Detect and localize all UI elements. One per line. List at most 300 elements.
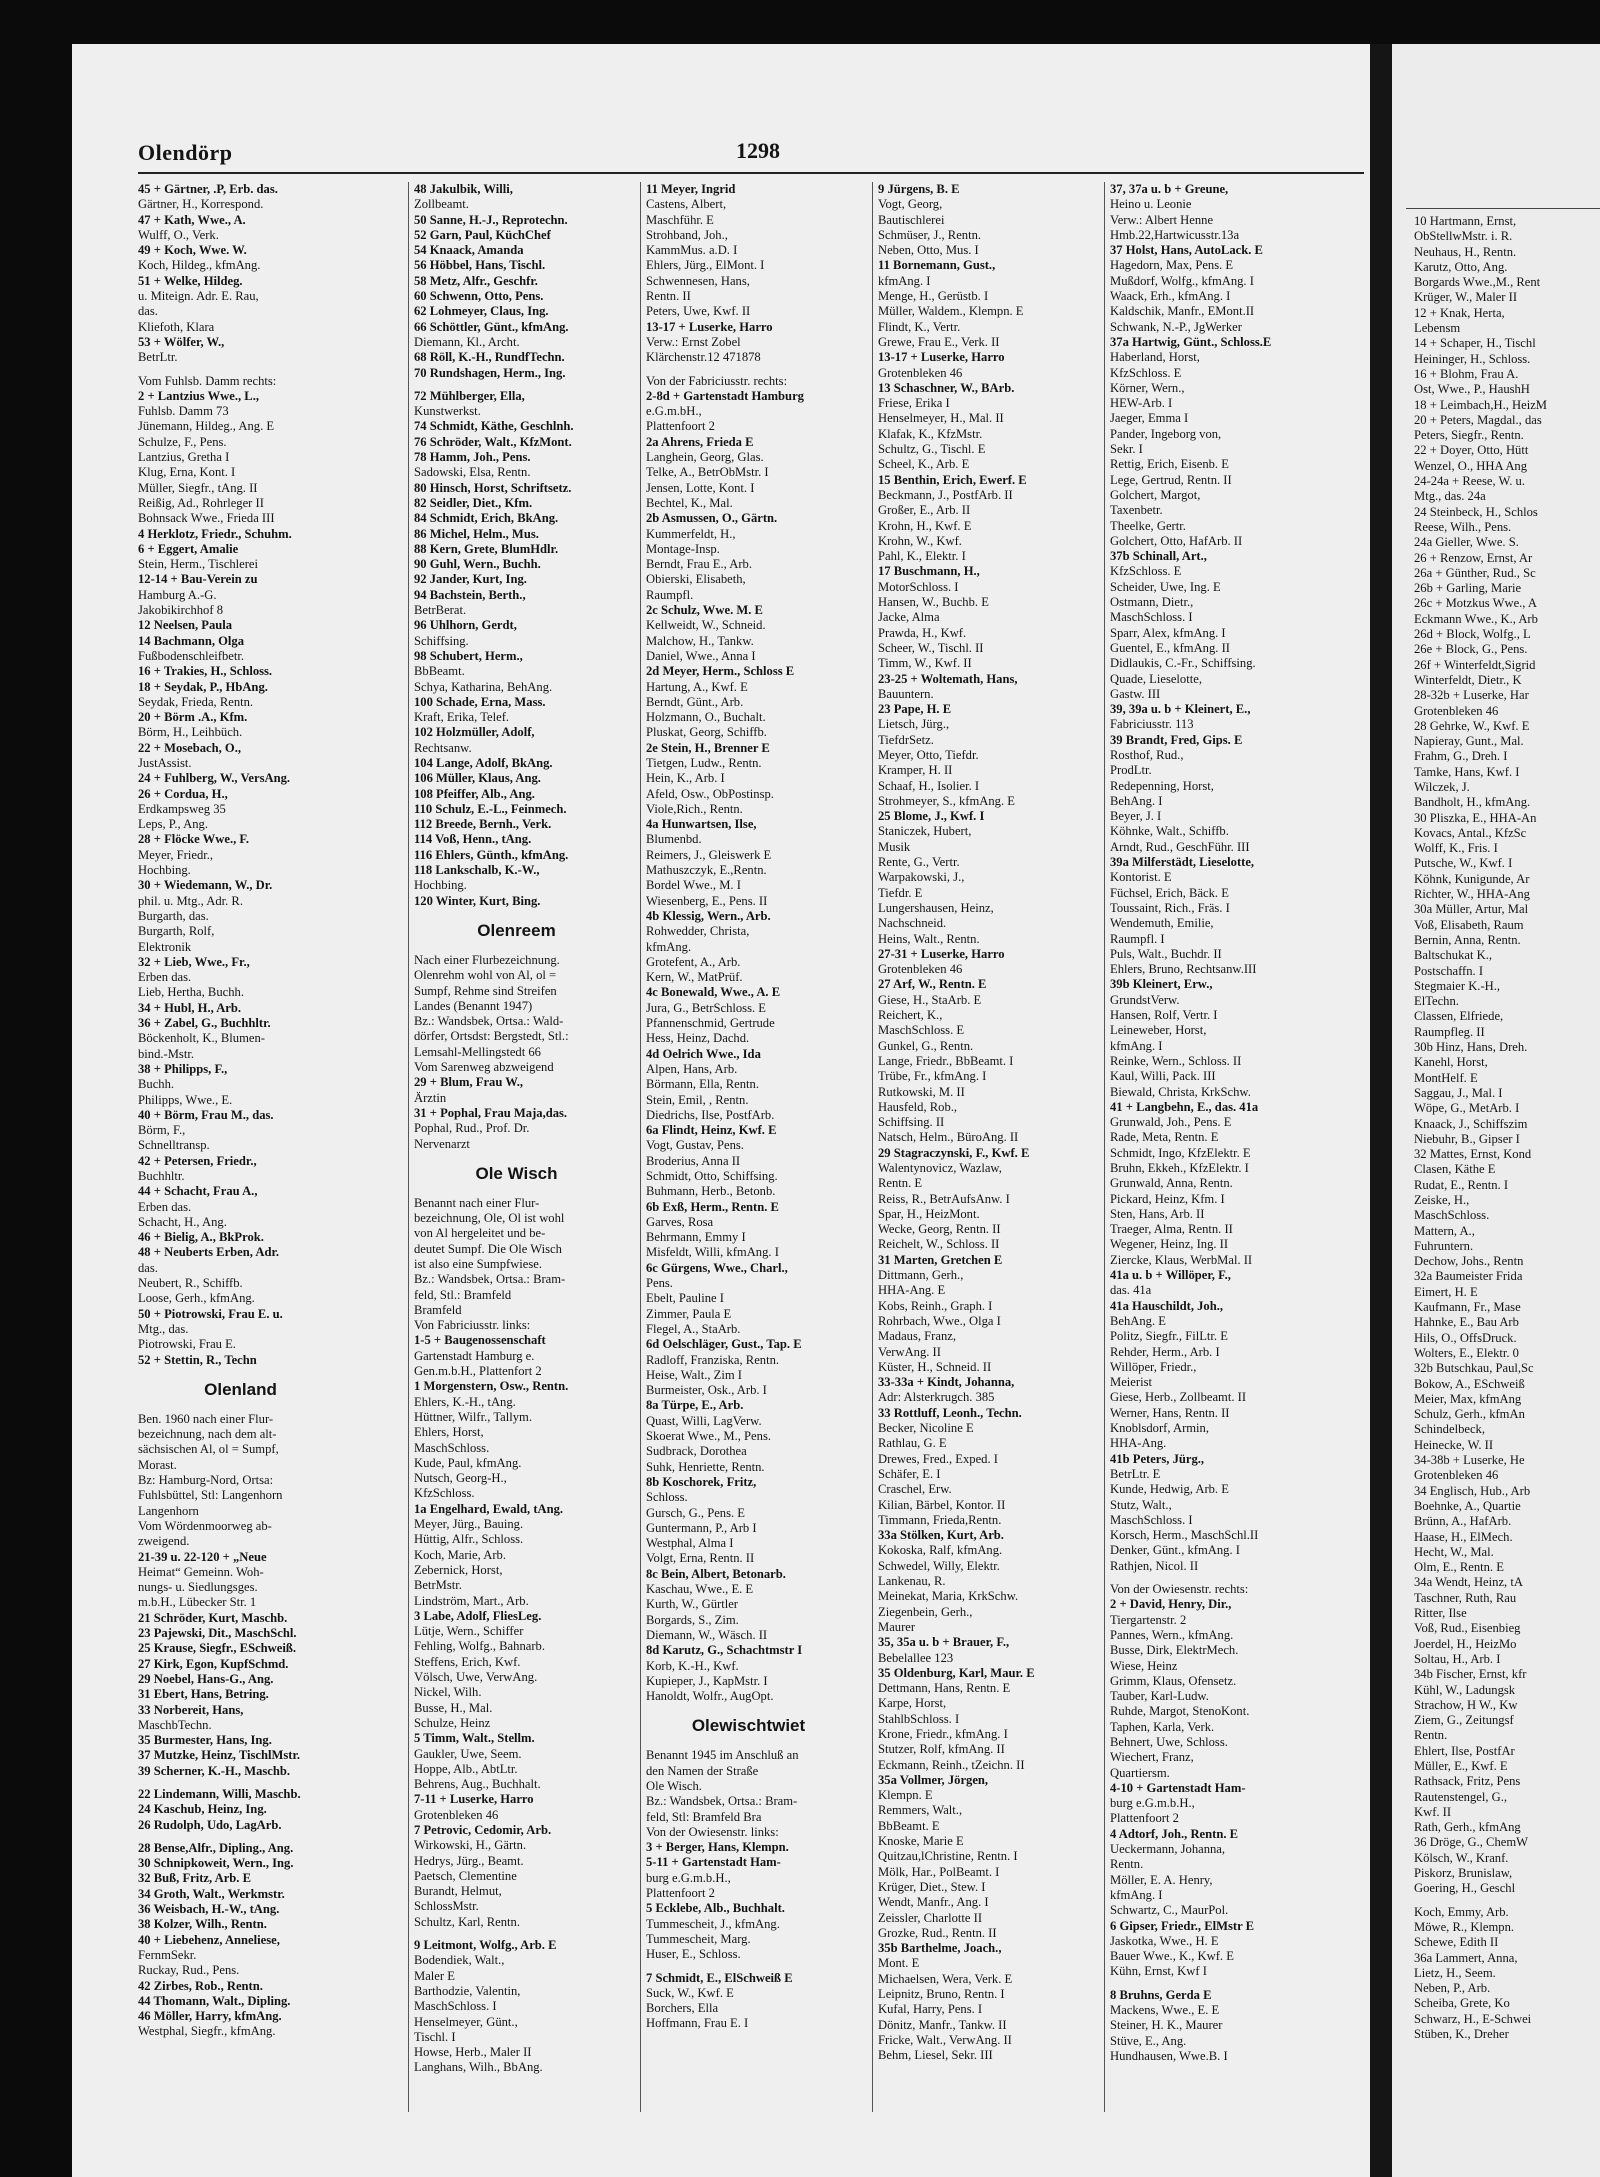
directory-entry: 52 + Stettin, R., Techn — [138, 1352, 257, 1367]
directory-entry: Kaufmann, Fr., Mase — [1414, 1300, 1521, 1315]
directory-entry: Reimers, J., Gleiswerk E — [646, 847, 772, 862]
directory-entry: Baltschukat K., — [1414, 948, 1492, 963]
directory-entry: Viole,Rich., Rentn. — [646, 801, 743, 816]
directory-entry: Hmb.22,Hartwicusstr.13a — [1110, 227, 1240, 242]
directory-entry: Köhnk, Kunigunde, Ar — [1414, 871, 1530, 886]
blank-line — [138, 1833, 343, 1841]
directory-entry: 33 Norbereit, Hans, — [138, 1702, 244, 1717]
directory-entry: 27 Kirk, Egon, KupfSchmd. — [138, 1656, 289, 1671]
directory-entry: Alpen, Hans, Arb. — [646, 1061, 738, 1076]
directory-entry: Holzmann, O., Buchalt. — [646, 710, 766, 725]
directory-entry: Hoppe, Alb., AbtLtr. — [414, 1761, 518, 1776]
directory-entry: Howse, Herb., Maler II — [414, 2045, 532, 2060]
directory-entry: Flindt, K., Vertr. — [878, 319, 961, 334]
directory-entry: Quast, Willi, LagVerw. — [646, 1413, 762, 1428]
directory-entry: Taxenbetr. — [1110, 503, 1163, 518]
directory-entry: 44 Thomann, Walt., Dipling. — [138, 1993, 291, 2008]
directory-entry: Von der Owiesenstr. links: — [646, 1824, 779, 1839]
directory-entry: Richter, W., HHA-Ang — [1414, 887, 1530, 902]
directory-entry: 31 Ebert, Hans, Betring. — [138, 1687, 269, 1702]
directory-column-4 — [878, 182, 1083, 2064]
directory-entry: Suhk, Henriette, Rentn. — [646, 1459, 765, 1474]
directory-entry: Ole Wisch. — [646, 1778, 702, 1793]
directory-entry: Müller, E., Kwf. E — [1414, 1758, 1508, 1773]
directory-entry: Morast. — [138, 1457, 177, 1472]
directory-entry: Berndt, Günt., Arb. — [646, 694, 744, 709]
directory-entry: Vogt, Georg, — [878, 197, 943, 212]
directory-entry: Grewe, Frau E., Verk. II — [878, 334, 1000, 349]
directory-entry: 40 + Börm, Frau M., das. — [138, 1107, 274, 1122]
directory-entry: Zeissler, Charlotte II — [878, 1910, 983, 1925]
directory-entry: KfzSchloss. E — [1110, 564, 1182, 579]
directory-entry: Gartenstadt Hamburg e. — [414, 1348, 535, 1363]
directory-entry: 12-14 + Bau-Verein zu — [138, 572, 258, 587]
directory-entry: Scheel, K., Arb. E — [878, 457, 970, 472]
directory-entry: Ziercke, Klaus, WerbMal. II — [1110, 1252, 1253, 1267]
directory-entry: Maurer — [878, 1619, 916, 1634]
blank-line — [138, 1779, 343, 1787]
directory-entry: Maschführ. E — [646, 212, 714, 227]
blank-line — [138, 1404, 343, 1412]
directory-entry: Knoske, Marie E — [878, 1834, 964, 1849]
directory-entry: Korb, K.-H., Kwf. — [646, 1658, 739, 1673]
directory-entry: 70 Rundshagen, Herm., Ing. — [414, 365, 566, 380]
directory-entry: MaschSchloss. I — [414, 1999, 497, 2014]
directory-entry: Wöpe, G., MetArb. I — [1414, 1101, 1520, 1116]
directory-entry: Westphal, Siegfr., kfmAng. — [138, 2024, 276, 2039]
directory-entry: 100 Schade, Erna, Mass. — [414, 694, 546, 709]
directory-entry: Meyer, Otto, Tiefdr. — [878, 747, 979, 762]
directory-entry: Buchh. — [138, 1077, 175, 1092]
directory-entry: 1 Morgenstern, Osw., Rentn. — [414, 1379, 569, 1394]
directory-entry: 16 + Trakies, H., Schloss. — [138, 664, 273, 679]
directory-entry: 76 Schröder, Walt., KfzMont. — [414, 434, 572, 449]
directory-entry: Gärtner, H., Korrespond. — [138, 197, 264, 212]
directory-entry: ist also eine Sumpfwiese. — [414, 1257, 543, 1271]
directory-entry: Friese, Erika I — [878, 396, 950, 411]
directory-entry: Sten, Hans, Arb. II — [1110, 1206, 1205, 1221]
directory-entry: 27-31 + Luserke, Harro — [878, 946, 1005, 961]
blank-line — [646, 1963, 851, 1971]
directory-entry: Lemsahl-Mellingstedt 66 — [414, 1044, 541, 1059]
directory-entry: Koch, Hildeg., kfmAng. — [138, 258, 261, 273]
directory-entry: 26f + Winterfeldt,Sigrid — [1414, 657, 1536, 672]
directory-entry: Böckenholt, K., Blumen- — [138, 1031, 265, 1046]
directory-entry: Westphal, Alma I — [646, 1536, 734, 1551]
directory-entry: Korsch, Herm., MaschSchl.II — [1110, 1528, 1259, 1543]
directory-entry: 4c Bonewald, Wwe., A. E — [646, 985, 781, 1000]
blank-line — [414, 1152, 619, 1160]
directory-entry: Kühl, W., Ladungsk — [1414, 1682, 1516, 1697]
directory-entry: Wiechert, Franz, — [1110, 1750, 1194, 1765]
directory-entry: Langhein, Georg, Glas. — [646, 450, 764, 465]
directory-entry: Stüben, K., Dreher — [1414, 2027, 1509, 2042]
directory-entry: MaschSchloss. — [1414, 1208, 1490, 1223]
directory-entry: u. Miteign. Adr. E. Rau, — [138, 289, 259, 304]
directory-entry: m.b.H., Lübecker Str. 1 — [138, 1595, 257, 1610]
directory-entry: Karpe, Horst, — [878, 1696, 947, 1711]
directory-entry: 1-5 + Baugenossenschaft — [414, 1333, 546, 1348]
directory-entry: 39a Milferstädt, Lieselotte, — [1110, 855, 1255, 870]
directory-entry: Ehlers, Horst, — [414, 1425, 484, 1440]
directory-entry: Craschel, Erw. — [878, 1482, 952, 1497]
directory-entry: Krone, Friedr., kfmAng. I — [878, 1726, 1008, 1741]
directory-entry: 24a Gieller, Wwe. S. — [1414, 535, 1519, 550]
directory-entry: Bokow, A., ESchweiß — [1414, 1376, 1525, 1391]
directory-entry: 34b Fischer, Ernst, kfr — [1414, 1667, 1527, 1682]
directory-entry: 16 + Blohm, Frau A. — [1414, 366, 1519, 381]
directory-entry: Michaelsen, Wera, Verk. E — [878, 1971, 1013, 1986]
directory-entry: Schmidt, Otto, Schiffsing. — [646, 1169, 778, 1183]
directory-entry: Rohwedder, Christa, — [646, 924, 750, 939]
directory-entry: Grunwald, Anna, Rentn. — [1110, 1176, 1233, 1191]
directory-entry: Giese, H., StaArb. E — [878, 992, 982, 1007]
directory-entry: Mußdorf, Wolfg., kfmAng. I — [1110, 273, 1254, 288]
directory-entry: Hahnke, E., Bau Arb — [1414, 1315, 1519, 1330]
directory-entry: Hochbing. — [414, 878, 467, 893]
directory-entry: Gursch, G., Pens. E — [646, 1505, 745, 1520]
directory-entry: Scheider, Uwe, Ing. E — [1110, 579, 1221, 594]
directory-entry: Koch, Emmy, Arb. — [1414, 1904, 1509, 1919]
directory-entry: 39, 39a u. b + Kleinert, E., — [1110, 702, 1251, 717]
directory-entry: Plattenfoort 2 — [646, 419, 715, 434]
directory-entry: Wolff, K., Fris. I — [1414, 841, 1498, 856]
directory-entry: Kovacs, Antal., KfzSc — [1414, 825, 1527, 840]
directory-entry: Ueckermann, Johanna, — [1110, 1842, 1226, 1857]
directory-entry: 54 Knaack, Amanda — [414, 243, 524, 258]
directory-entry: Didlaukis, C.-Fr., Schiffsing. — [1110, 656, 1256, 671]
directory-entry: 31 Marten, Gretchen E — [878, 1252, 1003, 1267]
directory-entry: 26e + Block, G., Pens. — [1414, 642, 1528, 657]
header-rule — [138, 172, 1364, 174]
directory-entry: Telke, A., BetrObMstr. I — [646, 465, 769, 480]
directory-entry: Jaeger, Emma I — [1110, 411, 1189, 426]
directory-entry: 23 Pape, H. E — [878, 702, 952, 717]
directory-entry: Behrmann, Emmy I — [646, 1230, 746, 1245]
directory-column-5 — [1110, 182, 1315, 2064]
directory-entry: Verw.: Ernst Zobel — [646, 334, 741, 349]
directory-entry: Schiffsing. II — [878, 1115, 945, 1130]
directory-entry: Dönitz, Manfr., Tankw. II — [878, 2017, 1007, 2032]
directory-entry: Rentn. II — [646, 289, 691, 304]
directory-entry: 26b + Garling, Marie — [1414, 581, 1522, 596]
directory-entry: Sadowski, Elsa, Rentn. — [414, 465, 531, 480]
directory-entry: Borgards Wwe.,M., Rent — [1414, 275, 1541, 290]
directory-entry: Beckmann, J., PostfArb. II — [878, 487, 1013, 502]
directory-entry: Diemann, W., Wäsch. II — [646, 1627, 768, 1642]
directory-entry: 26d + Block, Wolfg., L — [1414, 627, 1531, 642]
directory-entry: Kellweidt, W., Schneid. — [646, 618, 766, 633]
directory-entry: 13 Schaschner, W., BArb. — [878, 380, 1015, 395]
directory-entry: 6 + Eggert, Amalie — [138, 541, 239, 556]
directory-entry: MaschSchloss. I — [1110, 610, 1193, 625]
directory-entry: Elektronik — [138, 939, 192, 954]
directory-entry: Meierist — [1110, 1375, 1152, 1390]
directory-entry: Raumpfleg. II — [1414, 1024, 1485, 1039]
directory-entry: Zimmer, Paula E — [646, 1306, 732, 1321]
directory-entry: Rentn. — [1110, 1857, 1144, 1872]
directory-entry: Kunstwerkst. — [414, 404, 481, 419]
directory-entry: Adr: Alsterkrugch. 385 — [878, 1390, 995, 1405]
directory-entry: Mont. E — [878, 1956, 920, 1971]
directory-entry: Eimert, H. E — [1414, 1284, 1478, 1299]
directory-entry: 60 Schwenn, Otto, Pens. — [414, 289, 544, 304]
directory-entry: ProdLtr. — [1110, 763, 1152, 778]
directory-entry: Bauer Wwe., K., Kwf. E — [1110, 1949, 1234, 1964]
directory-column-1 — [138, 182, 343, 2040]
directory-entry: Fuhlsbüttel, Stl: Langenhorn — [138, 1488, 283, 1503]
directory-entry: Hamburg A.-G. — [138, 587, 217, 602]
directory-entry: 25 Krause, Siegfr., ESchweiß. — [138, 1641, 297, 1656]
directory-entry: 31 + Pophal, Frau Maja,das. — [414, 1105, 568, 1120]
directory-entry: Stein, Herm., Tischlerei — [138, 557, 258, 572]
directory-entry: Börm, H., Leihbüch. — [138, 725, 243, 740]
directory-entry: Blumenbd. — [646, 832, 702, 847]
directory-entry: Tauber, Karl-Ludw. — [1110, 1689, 1209, 1704]
directory-entry: Eckmann Wwe., K., Arb — [1414, 611, 1538, 626]
directory-entry: 25 Blome, J., Kwf. I — [878, 809, 985, 824]
directory-entry: Ehlers, Bruno, Rechtsanw.III — [1110, 962, 1257, 977]
directory-entry: Philipps, Wwe., E. — [138, 1092, 233, 1107]
directory-entry: 12 Neelsen, Paula — [138, 618, 233, 633]
directory-entry: 7 Schmidt, E., ElSchweiß E — [646, 1970, 793, 1985]
directory-entry: 22 Lindemann, Willi, Maschb. — [138, 1786, 301, 1801]
directory-entry: 35b Barthelme, Joach., — [878, 1941, 1002, 1956]
directory-entry: 3 Labe, Adolf, FliesLeg. — [414, 1608, 542, 1623]
directory-entry: Hüttig, Alfr., Schloss. — [414, 1532, 524, 1547]
directory-entry: Kaschau, Wwe., E. E — [646, 1582, 754, 1597]
directory-entry: Kupieper, J., KapMstr. I — [646, 1673, 768, 1688]
directory-entry: Becker, Nicoline E — [878, 1421, 974, 1436]
directory-entry: Peters, Siegfr., Rentn. — [1414, 428, 1524, 443]
directory-entry: von Al hergeleitet und be- — [414, 1226, 546, 1241]
directory-entry: 20 + Börm .A., Kfm. — [138, 710, 248, 725]
directory-entry: 24-24a + Reese, W. u. — [1414, 474, 1525, 489]
directory-entry: Klempn. E — [878, 1788, 933, 1803]
directory-entry: Wendemuth, Emilie, — [1110, 916, 1214, 931]
directory-entry: das. 41a — [1110, 1283, 1152, 1298]
directory-entry: Mattern, A., — [1414, 1223, 1475, 1238]
directory-entry: 28-32b + Luserke, Har — [1414, 688, 1529, 703]
directory-entry: Schulz, Gerh., kfmAn — [1414, 1407, 1525, 1422]
blank-line — [646, 1704, 851, 1712]
directory-entry: Frahm, G., Dreh. I — [1414, 749, 1508, 764]
directory-entry: Hoffmann, Frau E. I — [646, 2016, 749, 2031]
directory-entry: Kühn, Ernst, Kwf I — [1110, 1964, 1207, 1979]
directory-entry: 33-33a + Kindt, Johanna, — [878, 1375, 1015, 1390]
directory-entry: Tiergartenstr. 2 — [1110, 1612, 1187, 1627]
directory-entry: 8b Koschorek, Fritz, — [646, 1474, 757, 1489]
directory-entry: 7 Petrovic, Cedomir, Arb. — [414, 1822, 552, 1837]
directory-entry: Zeiske, H., — [1414, 1193, 1470, 1207]
directory-entry: Grimm, Klaus, Ofensetz. — [1110, 1673, 1237, 1688]
directory-entry: 38 Kolzer, Wilh., Rentn. — [138, 1917, 267, 1932]
directory-entry: BetrBerat. — [414, 603, 467, 618]
directory-entry: Erben das. — [138, 1199, 192, 1214]
directory-entry: Rentn. — [1414, 1728, 1448, 1743]
directory-entry: Schmüser, J., Rentn. — [878, 227, 982, 242]
directory-entry: Rautenstengel, G., — [1414, 1789, 1508, 1804]
directory-entry: Diedrichs, Ilse, PostfArb. — [646, 1107, 775, 1122]
directory-entry: das. — [138, 1260, 158, 1275]
directory-entry: Willöper, Friedr., — [1110, 1359, 1197, 1374]
directory-entry: 94 Bachstein, Berth., — [414, 587, 526, 602]
directory-column-3 — [646, 182, 851, 2032]
directory-entry: 104 Lange, Adolf, BkAng. — [414, 755, 553, 770]
directory-entry: Vom Sarenweg abzweigend — [414, 1060, 554, 1075]
directory-entry: MaschSchloss. I — [1110, 1512, 1193, 1527]
directory-entry: BetrMstr. — [414, 1578, 462, 1593]
directory-entry: Grotenbleken 46 — [878, 962, 963, 977]
directory-entry: 110 Schulz, E.-L., Feinmech. — [414, 801, 567, 816]
directory-entry: 5-11 + Gartenstadt Ham- — [646, 1855, 781, 1870]
directory-entry: 28 Bense,Alfr., Dipling., Ang. — [138, 1840, 294, 1855]
directory-entry: Gaukler, Uwe, Seem. — [414, 1746, 522, 1761]
directory-entry: SchlossMstr. — [414, 1899, 479, 1914]
directory-entry: 34 Englisch, Hub., Arb — [1414, 1483, 1531, 1498]
facing-page — [1392, 44, 1600, 2177]
directory-entry: Bandholt, H., kfmAng. — [1414, 795, 1531, 810]
directory-entry: 13-17 + Luserke, Harro — [878, 350, 1005, 365]
directory-entry: Saggau, J., Mal. I — [1414, 1085, 1503, 1100]
directory-entry: Kufal, Harry, Pens. I — [878, 2002, 983, 2017]
directory-entry: Buhmann, Herb., Betonb. — [646, 1184, 776, 1199]
directory-entry: 29 Stagraczynski, F., Kwf. E — [878, 1145, 1030, 1160]
directory-entry: Toussaint, Rich., Fräs. I — [1110, 900, 1230, 915]
directory-entry: Afeld, Osw., ObPostinsp. — [646, 786, 774, 801]
directory-entry: Traeger, Alma, Rentn. II — [1110, 1222, 1233, 1237]
directory-entry: Koch, Marie, Arb. — [414, 1547, 506, 1562]
directory-entry: JustAssist. — [138, 755, 192, 770]
directory-entry: Ehlers, K.-H., tAng. — [414, 1394, 516, 1409]
directory-entry: Rathjen, Nicol. II — [1110, 1558, 1199, 1573]
directory-entry: Stutz, Walt., — [1110, 1497, 1172, 1512]
directory-entry: Hausfeld, Rob., — [878, 1099, 958, 1114]
directory-entry: Schultz, G., Tischl. E — [878, 442, 986, 457]
directory-entry: StahlbSchloss. I — [878, 1711, 960, 1726]
directory-entry: Natsch, Helm., BüroAng. II — [878, 1130, 1019, 1145]
directory-entry: Kude, Paul, kfmAng. — [414, 1455, 522, 1470]
directory-entry: 37, 37a u. b + Greune, — [1110, 182, 1229, 196]
page-number: 1298 — [736, 138, 780, 163]
directory-entry: Nervenarzt — [414, 1136, 470, 1151]
directory-column-2 — [414, 182, 619, 2076]
directory-entry: Politz, Siegfr., FilLtr. E — [1110, 1329, 1228, 1344]
directory-entry: 50 Sanne, H.-J., Reprotechn. — [414, 212, 568, 227]
column-divider — [408, 182, 409, 2112]
directory-entry: BetrLtr. — [138, 350, 178, 365]
directory-entry: 37 Mutzke, Heinz, TischlMstr. — [138, 1748, 301, 1763]
directory-entry: 28 Gehrke, W., Kwf. E — [1414, 718, 1530, 733]
directory-entry: Hecht, W., Mal. — [1414, 1544, 1494, 1559]
directory-entry: 24 Kaschub, Heinz, Ing. — [138, 1802, 267, 1817]
directory-entry: 36a Lammert, Anna, — [1414, 1950, 1518, 1965]
directory-entry: Bodendiek, Walt., — [414, 1953, 505, 1968]
directory-entry: 18 + Seydak, P., HbAng. — [138, 679, 268, 694]
directory-entry: 108 Pfeiffer, Alb., Ang. — [414, 786, 535, 801]
directory-entry: Kanehl, Horst, — [1414, 1055, 1488, 1070]
directory-entry: Voß, Rud., Eisenbieg — [1414, 1621, 1521, 1636]
directory-entry: Boehnke, A., Quartie — [1414, 1498, 1521, 1513]
directory-entry: Kokoska, Ralf, kfmAng. — [878, 1543, 1003, 1558]
directory-entry: Loose, Gerh., kfmAng. — [138, 1291, 255, 1306]
directory-entry: 26c + Motzkus Wwe., A — [1414, 596, 1537, 611]
directory-entry: 34 Groth, Walt., Werkmstr. — [138, 1886, 285, 1901]
directory-entry: Kern, W., MatPrüf. — [646, 970, 743, 985]
directory-entry: Langhans, Wilh., BbAng. — [414, 2060, 543, 2075]
directory-entry: Kummerfeldt, H., — [646, 526, 736, 541]
directory-entry: 4b Klessig, Wern., Arb. — [646, 908, 771, 923]
directory-entry: 39 Brandt, Fred, Gips. E — [1110, 732, 1243, 747]
directory-entry: Guentel, E., kfmAng. II — [1110, 640, 1230, 655]
directory-entry: Reese, Wilh., Pens. — [1414, 519, 1512, 534]
directory-entry: Warpakowski, J., — [878, 870, 965, 885]
directory-entry: 1a Engelhard, Ewald, tAng. — [414, 1501, 564, 1516]
directory-entry: Raumpfl. I — [1110, 931, 1165, 946]
directory-entry: Remmers, Walt., — [878, 1803, 963, 1818]
directory-entry: Von Fabriciusstr. links: — [414, 1318, 531, 1333]
directory-entry: MaschbTechn. — [138, 1717, 212, 1732]
directory-entry: 47 + Kath, Wwe., A. — [138, 212, 246, 227]
directory-entry: 52 Garn, Paul, KüchChef — [414, 227, 551, 242]
directory-entry: Postschaffn. I — [1414, 963, 1484, 978]
directory-entry: zweigend. — [138, 1534, 190, 1549]
directory-entry: 11 Bornemann, Gust., — [878, 258, 996, 273]
directory-entry: Landes (Benannt 1947) — [414, 998, 533, 1013]
directory-entry: Peters, Uwe, Kwf. II — [646, 304, 751, 319]
directory-entry: Krüger, W., Maler II — [1414, 290, 1518, 305]
directory-entry: 92 Jander, Kurt, Ing. — [414, 572, 527, 587]
directory-entry: Nutsch, Georg-H., — [414, 1471, 507, 1486]
directory-entry: Stüve, E., Ang. — [1110, 2033, 1187, 2048]
directory-entry: BetrLtr. E — [1110, 1466, 1161, 1481]
directory-entry: Scheer, W., Tischl. II — [878, 640, 984, 655]
directory-entry: e.G.m.bH., — [646, 404, 702, 419]
directory-entry: Pannes, Wern., kfmAng. — [1110, 1627, 1234, 1642]
directory-entry: 37 Holst, Hans, AutoLack. E — [1110, 243, 1263, 258]
directory-entry: HHA-Ang. E — [878, 1283, 946, 1298]
directory-entry: Rentn. E — [878, 1176, 923, 1191]
directory-entry: Beyer, J. I — [1110, 809, 1162, 824]
directory-entry: 33a Stölken, Kurt, Arb. — [878, 1528, 1004, 1543]
street-heading: Olenreem — [477, 920, 556, 940]
directory-entry: 102 Holzmüller, Adolf, — [414, 725, 535, 740]
directory-entry: Jura, G., BetrSchloss. E — [646, 1000, 766, 1015]
directory-entry: Schindelbeck, — [1414, 1422, 1485, 1437]
directory-entry: 68 Röll, K.-H., RundfTechn. — [414, 350, 565, 365]
directory-entry: Lindström, Mart., Arb. — [414, 1593, 529, 1608]
directory-entry: Olenrehm wohl von Al, ol = — [414, 968, 557, 983]
directory-entry: Behrens, Aug., Buchhalt. — [414, 1777, 541, 1792]
directory-entry: 18 + Leimbach,H., HeizM — [1414, 397, 1548, 412]
directory-entry: Rutkowski, M. II — [878, 1084, 965, 1099]
directory-entry: 30a Müller, Artur, Mal — [1414, 902, 1529, 917]
directory-entry: Borchers, Ella — [646, 2001, 719, 2016]
directory-entry: Erben das. — [138, 970, 192, 985]
directory-entry: 44 + Schacht, Frau A., — [138, 1184, 258, 1199]
directory-entry: 9 Leitmont, Wolfg., Arb. E — [414, 1938, 557, 1953]
directory-entry: 114 Voß, Henn., tAng. — [414, 832, 532, 847]
directory-entry: Misfeldt, Willi, kfmAng. I — [646, 1245, 779, 1260]
directory-entry: 23 Pajewski, Dit., MaschSchl. — [138, 1626, 297, 1641]
directory-entry: Rettig, Erich, Eisenb. E — [1110, 457, 1229, 472]
directory-entry: Werner, Hans, Rentn. II — [1110, 1405, 1230, 1420]
directory-entry: 39b Kleinert, Erw., — [1110, 977, 1213, 992]
directory-entry: 23-25 + Woltemath, Hans, — [878, 671, 1018, 686]
directory-entry: Lieb, Hertha, Buchh. — [138, 985, 244, 1000]
directory-entry: MotorSchloss. I — [878, 579, 959, 594]
directory-entry: Daniel, Wwe., Anna I — [646, 648, 756, 663]
